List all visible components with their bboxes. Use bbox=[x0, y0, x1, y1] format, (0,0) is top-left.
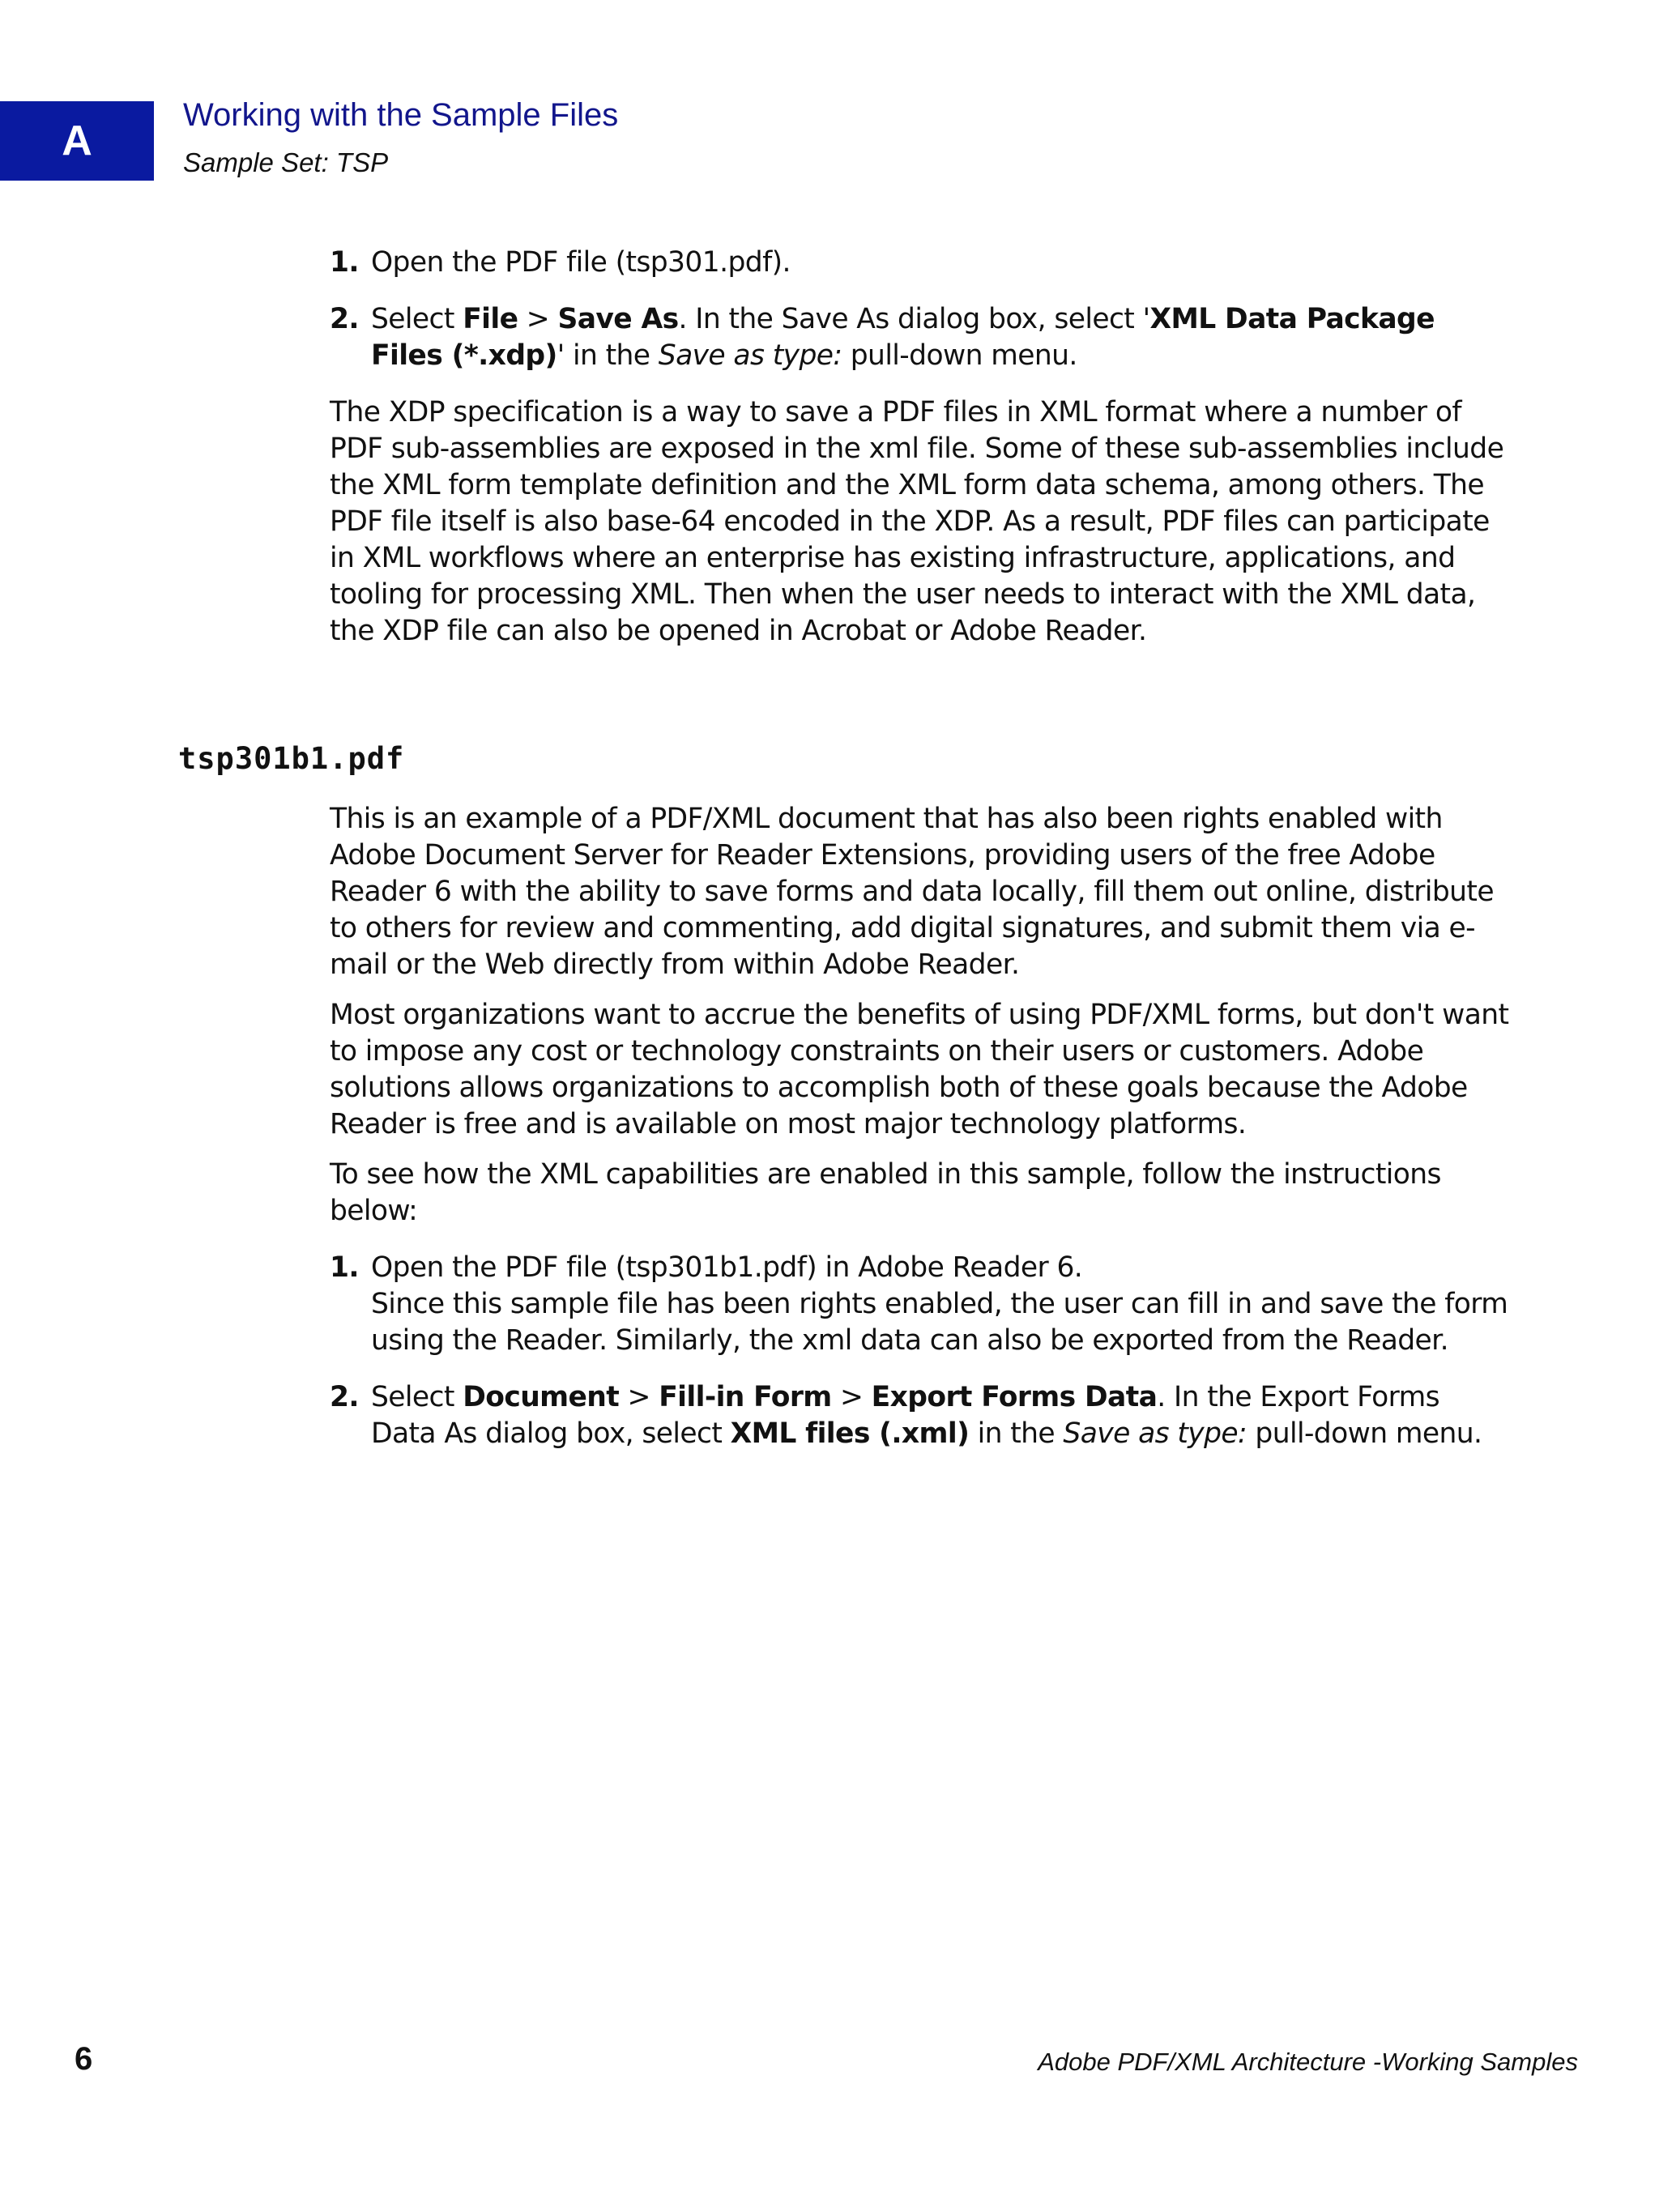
step-text: Select bbox=[371, 1381, 463, 1413]
step-text: > bbox=[619, 1381, 659, 1413]
step-2 bbox=[330, 1379, 1512, 1452]
step-number: 1. bbox=[330, 246, 359, 279]
step-2 bbox=[330, 301, 1512, 374]
field-label: Save as type: bbox=[658, 339, 842, 372]
section-heading: tsp301b1.pdf bbox=[178, 741, 405, 776]
paragraph: To see how the XML capabilities are enabled in this sample, follow the instructions below: bbox=[330, 1158, 1441, 1227]
chapter-tab: A bbox=[0, 101, 154, 181]
menu-fill-in-form-label: Fill-in Form bbox=[659, 1381, 832, 1413]
chapter-title: Working with the Sample Files bbox=[183, 97, 619, 133]
step-text: . In the Export Forms Data As dialog box, select bbox=[371, 1381, 1439, 1450]
menu-file-label: File bbox=[463, 303, 518, 335]
step-text: Open the PDF file (tsp301.pdf). bbox=[371, 246, 791, 279]
step-text: ' in the bbox=[557, 339, 659, 372]
step-1 bbox=[330, 1250, 1512, 1359]
step-text: . In the Save As dialog box, select ' bbox=[678, 303, 1150, 335]
file-type-label: XML files (.xml) bbox=[730, 1417, 970, 1450]
section-2-content bbox=[330, 801, 1512, 1473]
menu-export-forms-data-label: Export Forms Data bbox=[871, 1381, 1158, 1413]
step-number: 2. bbox=[330, 1381, 359, 1413]
paragraph: This is an example of a PDF/XML document that has also been rights enabled with Adobe Document Server for Reader Extensions, providing users of the free Adobe Reader 6 with the ability to save forms and data locally, fill them out online, distribute to others for review and commenting, add digital signatures, and submit them via e-mail or the Web directly from within Adobe Reader. bbox=[330, 803, 1494, 981]
step-text: in the bbox=[969, 1417, 1064, 1450]
step-text: > bbox=[518, 303, 558, 335]
step-1 bbox=[330, 245, 1512, 281]
menu-save-as-label: Save As bbox=[557, 303, 679, 335]
menu-document-label: Document bbox=[463, 1381, 620, 1413]
file-type-label: XML Data Package Files (*.xdp) bbox=[371, 303, 1435, 372]
step-text: pull-down menu. bbox=[1247, 1417, 1482, 1450]
footer-title: Adobe PDF/XML Architecture -Working Samples bbox=[1038, 2048, 1578, 2076]
step-text: pull-down menu. bbox=[842, 339, 1077, 372]
step-text: Since this sample file has been rights enabled, the user can fill in and save the form using the Reader. Similarly, the xml data can also be exported from the Reader. bbox=[371, 1288, 1508, 1357]
step-text: Select bbox=[371, 303, 463, 335]
paragraph: Most organizations want to accrue the benefits of using PDF/XML forms, but don't want to impose any cost or technology constraints on their users or customers. Adobe solutions allows organizations to accomplish both of these goals because the Adobe Reader is free and is available on most major technology platforms. bbox=[330, 999, 1509, 1140]
section-subtitle: Sample Set: TSP bbox=[183, 147, 389, 177]
step-text: > bbox=[831, 1381, 872, 1413]
field-label: Save as type: bbox=[1063, 1417, 1247, 1450]
paragraph: The XDP specification is a way to save a PDF files in XML format where a number of PDF sub-assemblies are exposed in the xml file. Some of these sub-assemblies include the XML form template definition and the XML form data schema, among others. The PDF file itself is also base-64 encoded in the XDP. As a result, PDF files can participate in XML workflows where an enterprise has existing infrastructure, applications, and tooling for processing XML. Then when the user needs to interact with the XML data, the XDP file can also be opened in Acrobat or Adobe Reader. bbox=[330, 396, 1504, 647]
step-number: 2. bbox=[330, 303, 359, 335]
step-text: Open the PDF file (tsp301b1.pdf) in Adobe Reader 6. bbox=[371, 1251, 1083, 1284]
section-1-content bbox=[330, 245, 1512, 663]
step-number: 1. bbox=[330, 1251, 359, 1284]
page-number: 6 bbox=[75, 2041, 93, 2077]
